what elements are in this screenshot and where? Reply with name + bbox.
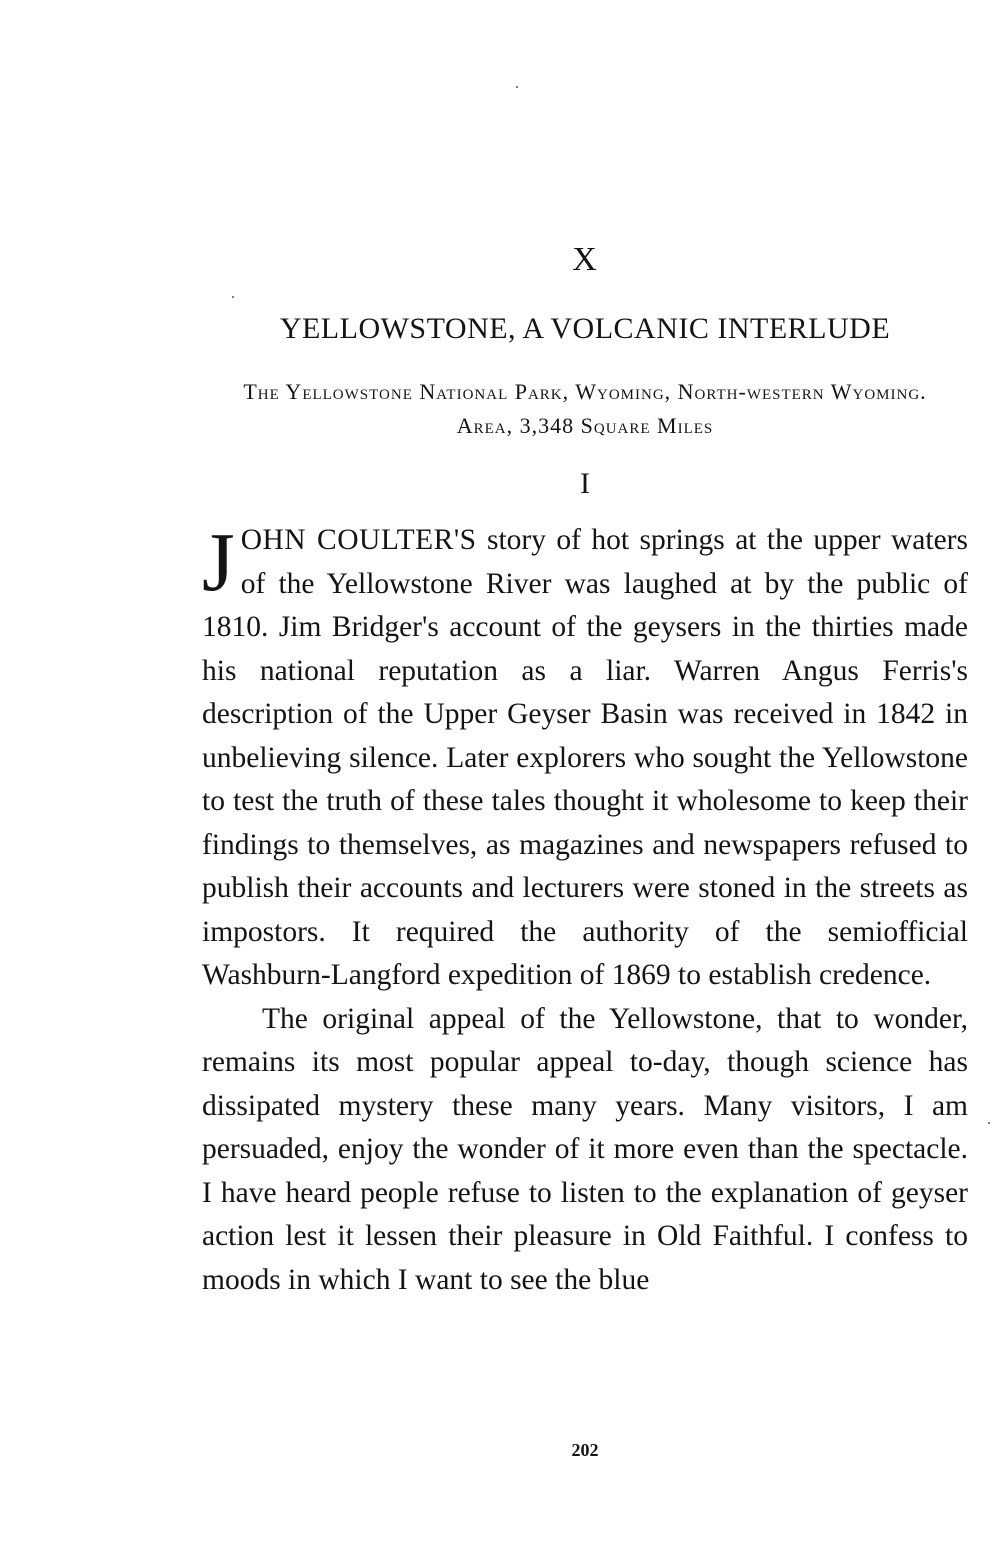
paragraph-1: [202, 516, 968, 998]
scan-speck: [516, 86, 518, 88]
page-number: 202: [571, 1440, 599, 1460]
paragraph-2: The original appeal of the Yellowstone, that to wonder, remains its most popular appeal to-day, though science has dissipated mystery these many years. Many visitors, I am persuaded, enjoy the wonder of it more even than the spectacle. I have heard people refuse to listen to the explanation of geyser action lest it lessen their pleasure in Old Faithful. I confess to moods in which I want to see the blue: [202, 1002, 968, 1296]
section-number: I: [580, 467, 590, 500]
scan-speck: [988, 1122, 990, 1124]
scan-speck: [232, 296, 234, 298]
body-text: [202, 516, 968, 1302]
opening-caps: OHN COULTER'S: [240, 524, 477, 556]
chapter-number: X: [572, 241, 598, 278]
drop-cap: J: [202, 516, 235, 609]
chapter-title: YELLOWSTONE, A VOLCANIC INTERLUDE: [279, 312, 891, 345]
chapter-subtitle: The Yellowstone National Park, Wyoming, North-western Wyoming. Area, 3,348 Square Miles: [243, 379, 927, 438]
paragraph-1-text: story of hot springs at the upper waters of the Yellowstone River was laughed at by the public of 1810. Jim Bridger's account of the geysers in the thirties made his national reputation as a liar. Warren Angus Ferris's description of the Upper Geyser Basin was received in 1842 in unbelieving silence. Later explorers who sought the Yellowstone to test the truth of these tales thought it wholesome to keep their findings to themselves, as magazines and newspapers refused to publish their accounts and lecturers were stoned in the streets as impostors. It required the authority of the semiofficial Washburn-Langford expedition of 1869 to establish credence.: [202, 524, 968, 991]
